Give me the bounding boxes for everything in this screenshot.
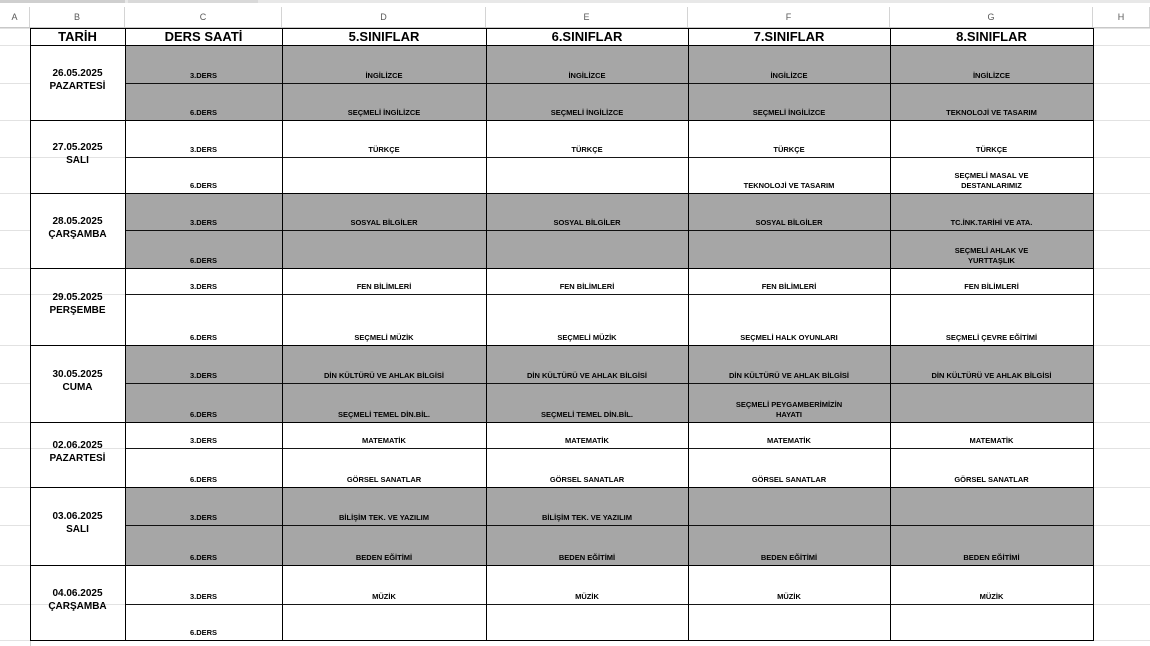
day-name: SALI bbox=[66, 524, 89, 535]
period-cell[interactable]: 3.DERS bbox=[189, 145, 218, 154]
lesson-cell-g8[interactable]: MATEMATİK bbox=[969, 436, 1014, 445]
lesson-cell-g6[interactable]: MÜZİK bbox=[575, 592, 599, 601]
lesson-cell-g7[interactable]: SEÇMELİ HALK OYUNLARI bbox=[740, 333, 838, 342]
lesson-cell-g8[interactable]: BEDEN EĞİTİMİ bbox=[963, 553, 1020, 562]
header-g5: 5.SINIFLAR bbox=[348, 29, 420, 44]
period-cell[interactable]: 6.DERS bbox=[189, 628, 218, 637]
date-cell[interactable] bbox=[30, 215, 125, 241]
period-cell[interactable]: 3.DERS bbox=[189, 371, 218, 380]
day-name: ÇARŞAMBA bbox=[48, 228, 107, 240]
lesson-cell-g7[interactable]: GÖRSEL SANATLAR bbox=[751, 475, 827, 484]
lesson-cell-g7[interactable]: TÜRKÇE bbox=[773, 145, 805, 154]
border-h bbox=[30, 640, 1094, 641]
lesson-cell-g5[interactable]: MÜZİK bbox=[372, 592, 396, 601]
lesson-cell-g5[interactable]: İNGİLİZCE bbox=[365, 71, 403, 80]
lesson-cell-g8[interactable]: DİN KÜLTÜRÜ VE AHLAK BİLGİSİ bbox=[931, 371, 1052, 380]
lesson-cell-g8[interactable]: SEÇMELİ AHLAK VE YURTTAŞLIK bbox=[954, 246, 1029, 265]
sheet-tab-strip bbox=[0, 0, 1150, 3]
date-cell[interactable] bbox=[30, 291, 125, 317]
lesson-cell-g8[interactable]: GÖRSEL SANATLAR bbox=[954, 475, 1029, 484]
border-h bbox=[30, 345, 1094, 346]
border-h bbox=[30, 28, 1094, 29]
lesson-cell-g8[interactable]: TEKNOLOJİ VE TASARIM bbox=[946, 108, 1037, 117]
border-h-mid bbox=[125, 83, 1094, 84]
lesson-cell-g5[interactable]: BİLİŞİM TEK. VE YAZILIM bbox=[338, 513, 429, 522]
column-header-c[interactable]: C bbox=[125, 7, 282, 27]
lesson-cell-g8[interactable]: İNGİLİZCE bbox=[972, 71, 1011, 80]
lesson-cell-g7[interactable]: İNGİLİZCE bbox=[770, 71, 808, 80]
lesson-cell-g6[interactable]: FEN BİLİMLERİ bbox=[559, 282, 615, 291]
border-h-mid bbox=[125, 157, 1094, 158]
border-h bbox=[30, 45, 1094, 46]
lesson-cell-g6[interactable]: MATEMATİK bbox=[565, 436, 609, 445]
date-cell[interactable] bbox=[30, 67, 125, 93]
border-h-mid bbox=[125, 294, 1094, 295]
lesson-cell-g8[interactable]: MÜZİK bbox=[979, 592, 1004, 601]
lesson-cell-g6[interactable]: SEÇMELİ TEMEL DİN.BİL. bbox=[541, 410, 633, 419]
day-name: PAZARTESİ bbox=[49, 452, 106, 464]
lesson-cell-g5[interactable]: SEÇMELİ MÜZİK bbox=[354, 333, 414, 342]
day-name: SALI bbox=[66, 154, 89, 166]
header-g7: 7.SINIFLAR bbox=[753, 29, 825, 44]
column-header-a[interactable]: A bbox=[0, 7, 30, 27]
header-period: DERS SAATİ bbox=[164, 29, 243, 44]
lesson-cell-g5[interactable]: TÜRKÇE bbox=[368, 145, 400, 154]
day-name: PERŞEMBE bbox=[49, 304, 106, 316]
period-cell[interactable]: 3.DERS bbox=[189, 436, 218, 445]
lesson-cell-g5[interactable]: SEÇMELİ İNGİLİZCE bbox=[347, 108, 421, 117]
lesson-cell-g6[interactable]: GÖRSEL SANATLAR bbox=[549, 475, 625, 484]
border-h-mid bbox=[125, 230, 1094, 231]
lesson-cell-g6[interactable]: SEÇMELİ İNGİLİZCE bbox=[550, 108, 624, 117]
lesson-cell-g5[interactable]: DİN KÜLTÜRÜ VE AHLAK BİLGİSİ bbox=[324, 371, 444, 380]
lesson-cell-g7[interactable]: DİN KÜLTÜRÜ VE AHLAK BİLGİSİ bbox=[729, 371, 849, 380]
period-cell[interactable]: 3.DERS bbox=[189, 218, 218, 227]
column-header-h[interactable]: H bbox=[1093, 7, 1150, 27]
header-g8: 8.SINIFLAR bbox=[956, 29, 1027, 44]
border-h-mid bbox=[125, 383, 1094, 384]
lesson-cell-g7[interactable]: TEKNOLOJİ VE TASARIM bbox=[743, 181, 835, 190]
lesson-cell-g5[interactable]: SOSYAL BİLGİLER bbox=[350, 218, 418, 227]
border-h bbox=[30, 120, 1094, 121]
period-cell[interactable]: 6.DERS bbox=[189, 333, 218, 342]
date-cell[interactable] bbox=[30, 587, 125, 613]
header-g6: 6.SINIFLAR bbox=[551, 29, 623, 44]
column-header-f[interactable]: F bbox=[688, 7, 890, 27]
period-cell[interactable]: 6.DERS bbox=[189, 553, 218, 562]
border-h-mid bbox=[125, 448, 1094, 449]
lesson-cell-g7[interactable]: MATEMATİK bbox=[767, 436, 811, 445]
lesson-cell-g7[interactable]: SEÇMELİ İNGİLİZCE bbox=[752, 108, 826, 117]
day-name: ÇARŞAMBA bbox=[48, 600, 107, 612]
lesson-cell-g7[interactable]: SOSYAL BİLGİLER bbox=[755, 218, 823, 227]
lesson-cell-g8[interactable]: SEÇMELİ MASAL VE DESTANLARIMIZ bbox=[954, 171, 1029, 190]
period-cell[interactable]: 6.DERS bbox=[189, 108, 218, 117]
date-cell[interactable] bbox=[30, 439, 125, 465]
period-cell[interactable]: 6.DERS bbox=[189, 410, 218, 419]
lesson-cell-g6[interactable]: SOSYAL BİLGİLER bbox=[553, 218, 621, 227]
date-text: 29.05.2025 bbox=[52, 291, 103, 303]
date-text: 02.06.2025 bbox=[52, 439, 103, 451]
lesson-cell-g6[interactable]: BEDEN EĞİTİMİ bbox=[558, 553, 616, 562]
lesson-cell-g5[interactable]: SEÇMELİ TEMEL DİN.BİL. bbox=[338, 410, 430, 419]
lesson-cell-g7[interactable]: FEN BİLİMLERİ bbox=[761, 282, 817, 291]
lesson-cell-g7[interactable]: BEDEN EĞİTİMİ bbox=[760, 553, 818, 562]
lesson-cell-g6[interactable]: TÜRKÇE bbox=[571, 145, 603, 154]
period-cell[interactable]: 3.DERS bbox=[189, 513, 218, 522]
column-header-g[interactable]: G bbox=[890, 7, 1093, 27]
period-cell[interactable]: 6.DERS bbox=[189, 181, 218, 190]
border-h bbox=[30, 268, 1094, 269]
day-name: CUMA bbox=[62, 381, 93, 393]
lesson-cell-g6[interactable]: BİLİŞİM TEK. VE YAZILIM bbox=[541, 513, 632, 522]
period-cell[interactable]: 6.DERS bbox=[189, 256, 218, 265]
border-h bbox=[30, 422, 1094, 423]
date-text: 30.05.2025 bbox=[52, 368, 103, 380]
lesson-cell-g5[interactable]: FEN BİLİMLERİ bbox=[356, 282, 412, 291]
date-text: 03.06.2025 bbox=[52, 511, 103, 522]
border-h-mid bbox=[125, 525, 1094, 526]
border-h bbox=[30, 487, 1094, 488]
period-cell[interactable]: 3.DERS bbox=[189, 71, 218, 80]
lesson-cell-g5[interactable]: GÖRSEL SANATLAR bbox=[346, 475, 422, 484]
period-cell[interactable]: 3.DERS bbox=[189, 282, 218, 291]
date-cell[interactable] bbox=[30, 141, 125, 167]
column-header-d[interactable]: D bbox=[282, 7, 486, 27]
border-h bbox=[30, 565, 1094, 566]
lesson-cell-g5[interactable]: BEDEN EĞİTİMİ bbox=[355, 553, 413, 562]
lesson-cell-g8[interactable]: TÜRKÇE bbox=[975, 145, 1008, 154]
date-text: 04.06.2025 bbox=[52, 587, 103, 599]
date-cell[interactable] bbox=[30, 368, 125, 394]
date-text: 26.05.2025 bbox=[52, 67, 103, 79]
date-cell[interactable] bbox=[30, 510, 125, 536]
lesson-cell-g6[interactable]: İNGİLİZCE bbox=[568, 71, 606, 80]
border-h-mid bbox=[125, 604, 1094, 605]
column-header-b[interactable]: B bbox=[30, 7, 125, 27]
lesson-cell-g6[interactable]: DİN KÜLTÜRÜ VE AHLAK BİLGİSİ bbox=[527, 371, 647, 380]
lesson-cell-g7[interactable]: MÜZİK bbox=[777, 592, 801, 601]
date-text: 27.05.2025 bbox=[52, 141, 103, 153]
lesson-cell-g8[interactable]: FEN BİLİMLERİ bbox=[964, 282, 1019, 291]
period-cell[interactable]: 3.DERS bbox=[189, 592, 218, 601]
lesson-cell-g8[interactable]: TC.İNK.TARİHİ VE ATA. bbox=[950, 218, 1033, 227]
lesson-cell-g5[interactable]: MATEMATİK bbox=[362, 436, 406, 445]
column-header-e[interactable]: E bbox=[486, 7, 688, 27]
day-name: PAZARTESİ bbox=[49, 80, 106, 92]
lesson-cell-g8[interactable]: SEÇMELİ ÇEVRE EĞİTİMİ bbox=[945, 333, 1038, 342]
period-cell[interactable]: 6.DERS bbox=[189, 475, 218, 484]
date-text: 28.05.2025 bbox=[52, 215, 103, 227]
border-h bbox=[30, 193, 1094, 194]
lesson-cell-g6[interactable]: SEÇMELİ MÜZİK bbox=[557, 333, 617, 342]
lesson-cell-g7[interactable]: SEÇMELİ PEYGAMBERİMİZİN HAYATI bbox=[735, 400, 843, 419]
header-date: TARİH bbox=[58, 29, 97, 44]
